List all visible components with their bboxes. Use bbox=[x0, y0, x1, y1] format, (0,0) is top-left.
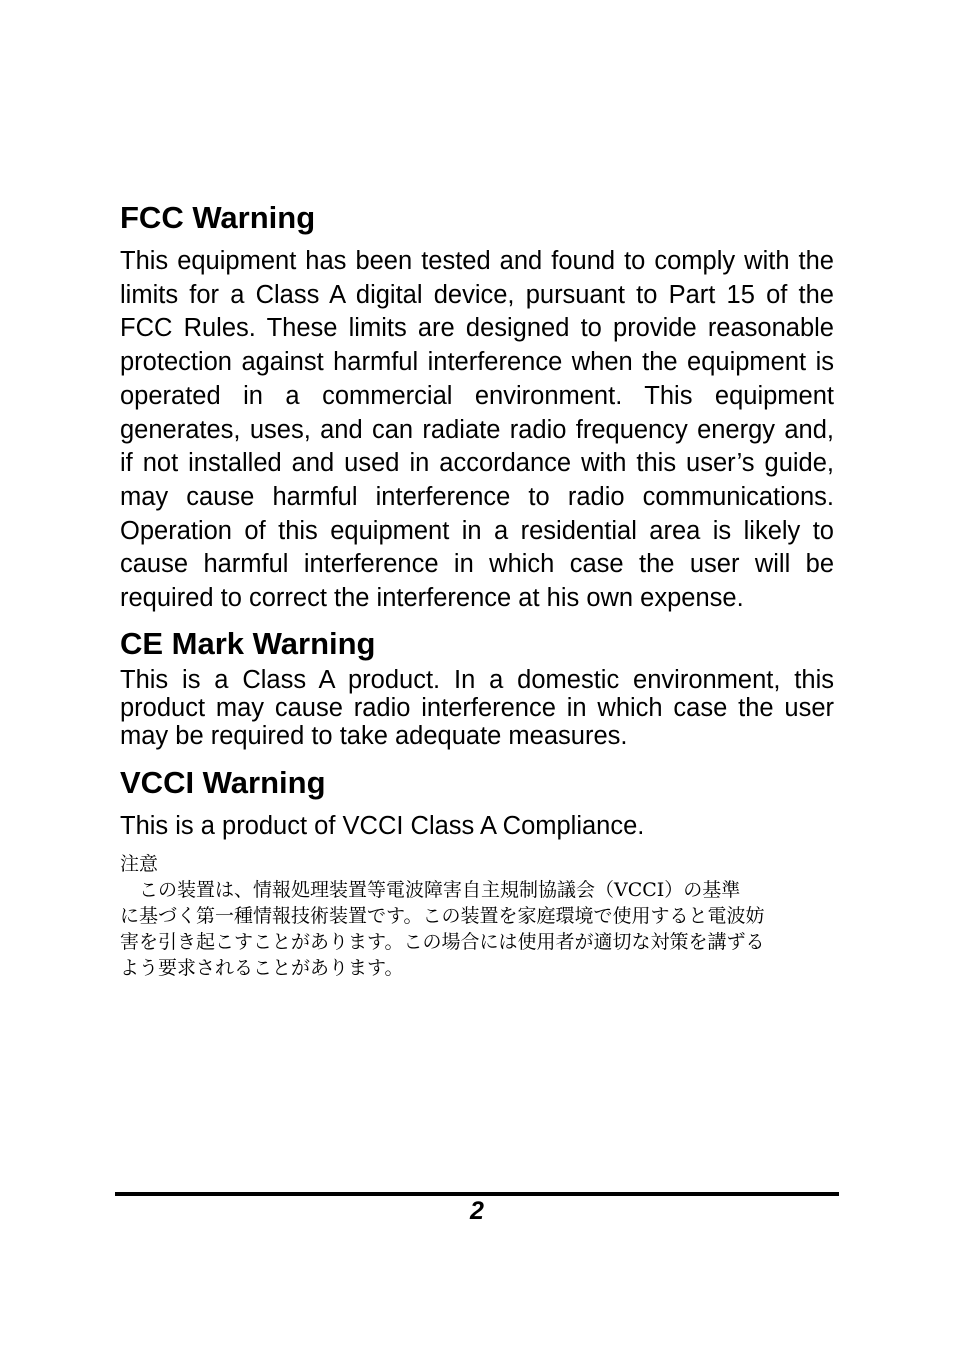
vcci-japanese-notice bbox=[120, 851, 834, 981]
fcc-warning-text: This equipment has been tested and found to comply with the limits for a Class A digital device, pursuant to Part 15 of the FCC Rules. These limits are designed to provide reasonable protection against harmful interference when the equipment is operated in a commercial environment. This equipment generates, uses, and can radiate radio frequency energy and, if not installed and used in accordance with this user’s guide, may cause harmful interference to radio communications. Operation of this equipment in a residential area is likely to cause harmful interference in which case the user will be required to correct the interference at his own expense. bbox=[120, 247, 834, 613]
document-page bbox=[120, 198, 834, 981]
vcci-japanese-line: よう要求されることがあります。 bbox=[120, 956, 404, 979]
page-number: 2 bbox=[470, 1197, 484, 1225]
vcci-japanese-line: 害を引き起こすことがあります。この場合には使用者が適切な対策を講ずる bbox=[120, 930, 765, 953]
vcci-japanese-line: 注意 bbox=[120, 852, 159, 875]
vcci-warning-text: This is a product of VCCI Class A Compliance. bbox=[120, 811, 645, 840]
vcci-japanese-line: に基づく第一種情報技術装置です。この装置を家庭環境で使用すると電波妨 bbox=[120, 904, 765, 927]
vcci-warning-heading: VCCI Warning bbox=[120, 764, 326, 800]
vcci-japanese-line: この装置は、情報処理装置等電波障害自主規制協議会（VCCI）の基準 bbox=[120, 878, 741, 901]
ce-mark-warning-heading: CE Mark Warning bbox=[120, 625, 376, 661]
fcc-warning-heading: FCC Warning bbox=[120, 200, 316, 235]
ce-mark-warning-text: This is a Class A product. In a domestic environment, this product may cause radio interference in which case the user may be required to take adequate measures. bbox=[120, 665, 834, 750]
